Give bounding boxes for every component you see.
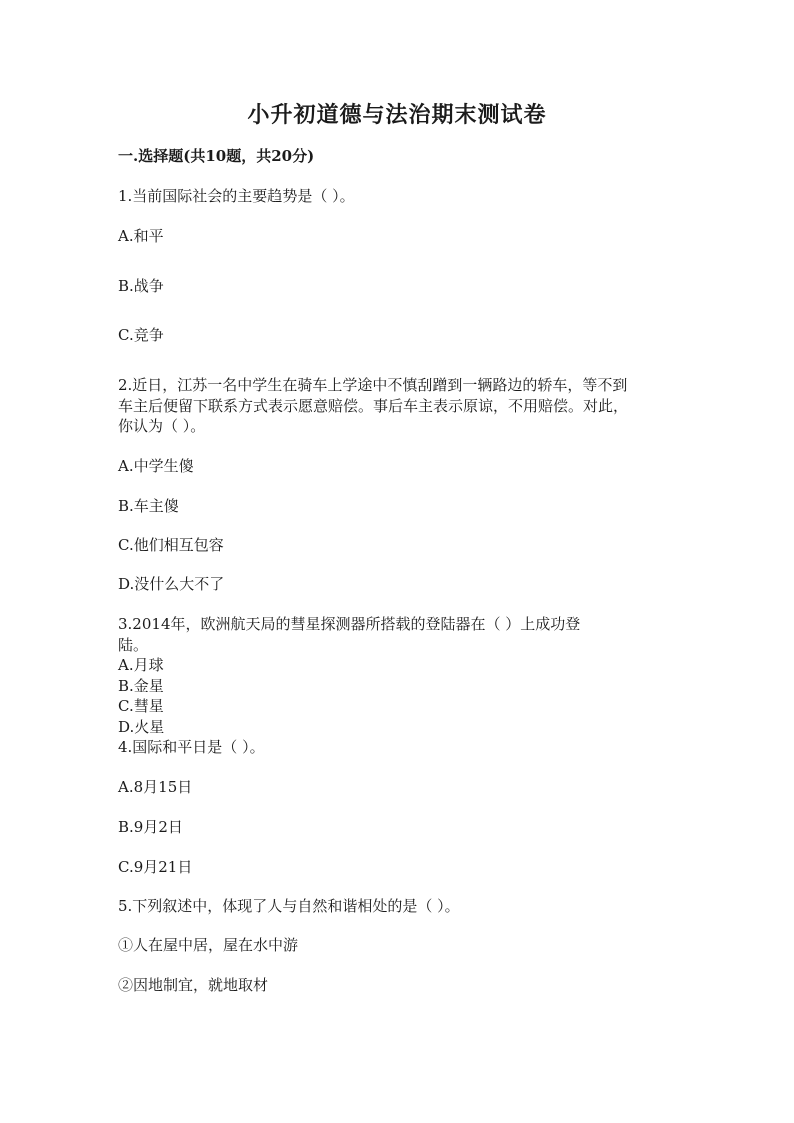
question-3-option-c: C.彗星 — [118, 697, 164, 715]
question-2-stem-line-3: 你认为（ ）。 — [118, 417, 206, 435]
question-2-option-a: A.中学生傻 — [118, 457, 194, 475]
question-1-stem: 1.当前国际社会的主要趋势是（ ）。 — [118, 187, 355, 205]
question-2-stem-line-1: 2.近日，江苏一名中学生在骑车上学途中不慎刮蹭到一辆路边的轿车，等不到 — [118, 376, 628, 394]
question-3-option-d: D.火星 — [118, 718, 165, 736]
question-3-option-b: B.金星 — [118, 677, 164, 695]
question-3-stem-line-2: 陆。 — [118, 636, 149, 654]
question-4-option-a: A.8月15日 — [118, 778, 193, 796]
question-5-stem: 5.下列叙述中，体现了人与自然和谐相处的是（ ）。 — [118, 897, 460, 915]
page-title: 小升初道德与法治期末测试卷 — [247, 102, 547, 128]
section-heading: 一.选择题(共10题，共20分) — [118, 147, 315, 165]
question-1-option-c: C.竞争 — [118, 326, 164, 344]
question-5-statement-2: ②因地制宜，就地取材 — [118, 976, 269, 994]
question-1-option-a: A.和平 — [118, 227, 164, 245]
question-2-option-b: B.车主傻 — [118, 497, 179, 515]
question-2-option-d: D.没什么大不了 — [118, 575, 225, 593]
question-4-stem: 4.国际和平日是（ ）。 — [118, 738, 265, 756]
question-5-statement-1: ①人在屋中居，屋在水中游 — [118, 936, 299, 954]
question-1-option-b: B.战争 — [118, 277, 164, 295]
question-3-option-a: A.月球 — [118, 656, 164, 674]
question-2-option-c: C.他们相互包容 — [118, 536, 224, 554]
question-4-option-c: C.9月21日 — [118, 858, 193, 876]
question-2-stem-line-2: 车主后便留下联系方式表示愿意赔偿。事后车主表示原谅，不用赔偿。对此， — [118, 397, 629, 415]
question-3-stem-line-1: 3.2014年，欧洲航天局的彗星探测器所搭载的登陆器在（ ）上成功登 — [118, 615, 581, 633]
question-4-option-b: B.9月2日 — [118, 818, 183, 836]
